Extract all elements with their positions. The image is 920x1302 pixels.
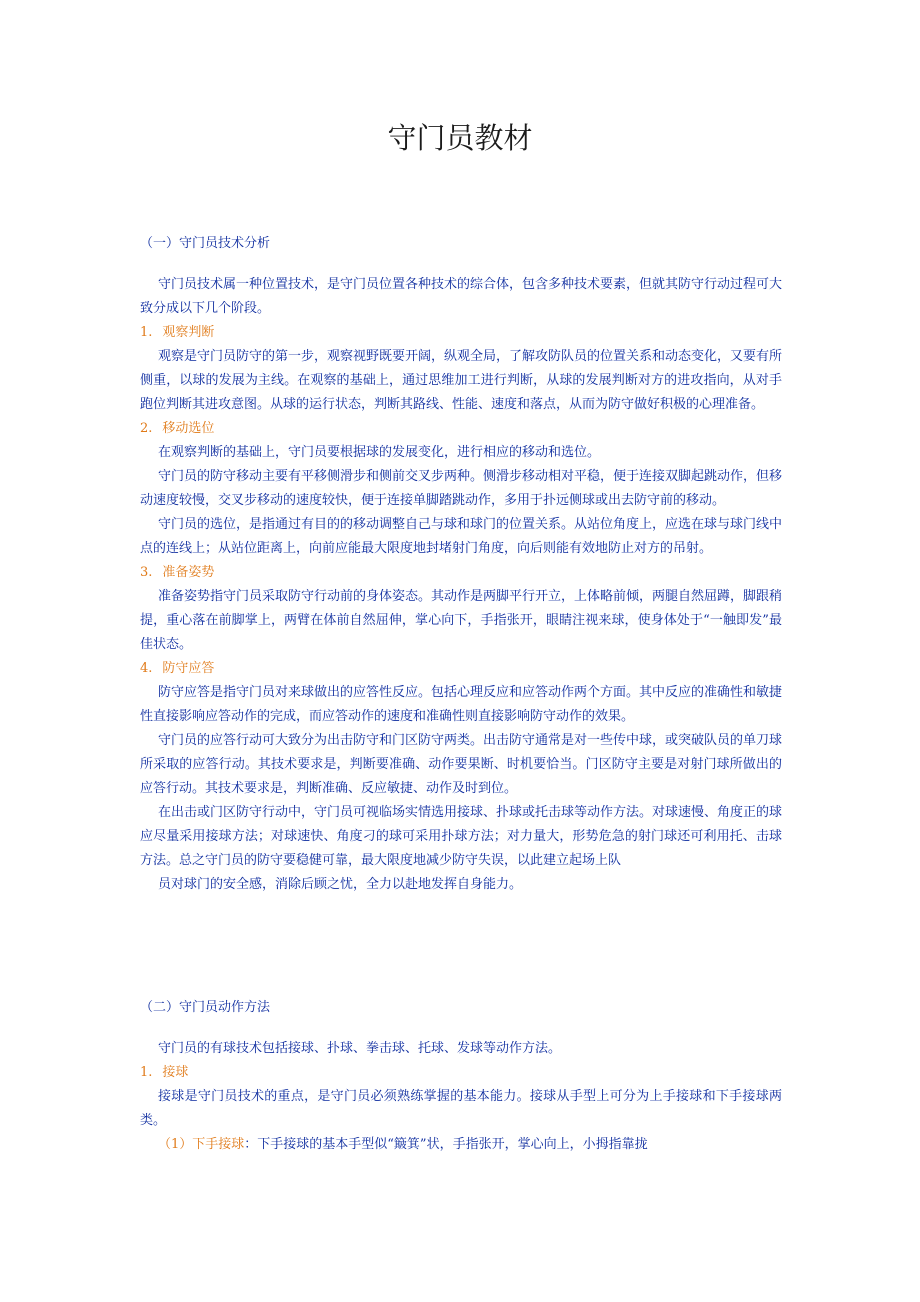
- sub-item-text: ：下手接球的基本手型似“簸箕”状，手指张开，掌心向上，小拇指靠拢: [244, 1137, 648, 1152]
- sub-item-label: （1）下手接球: [158, 1137, 245, 1152]
- item-response-heading: [140, 657, 782, 681]
- section-heading-2: （二）守门员动作方法: [140, 1000, 271, 1015]
- section-1-intro: 守门员技术属一种位置技术，是守门员位置各种技术的综合体，包含多种技术要素，但就其防守行动过程可大致分成以下几个阶段。: [140, 277, 783, 316]
- item-number: 3.: [140, 565, 153, 580]
- item-move-heading: [140, 417, 782, 441]
- paragraph: 防守应答是指守门员对来球做出的应答性反应。包括心理反应和应答动作两个方面。其中反应的准确性和敏捷性直接影响应答动作的完成，而应答动作的速度和准确性则直接影响防守动作的效果。: [140, 685, 783, 724]
- item-label: 防守应答: [162, 661, 215, 676]
- paragraph: 观察是守门员防守的第一步，观察视野既要开阔，纵观全局，了解攻防队员的位置关系和动态变化，又要有所侧重，以球的发展为主线。在观察的基础上，通过思维加工进行判断，从球的发展判断对方的进攻指向，从对手跑位判断其进攻意图。从球的运行状态，判断其路线、性能、速度和落点，从而为防守做好积极的心理准备。: [140, 349, 783, 412]
- paragraph: 员对球门的安全感，消除后顾之忧，全力以赴地发挥自身能力。: [158, 877, 523, 892]
- paragraph: 守门员的选位，是指通过有目的的移动调整自己与球和球门的位置关系。从站位角度上，应选在球与球门线中点的连线上；从站位距离上，向前应能最大限度地封堵射门角度，向后则能有效地防止对方的吊射。: [140, 517, 783, 556]
- paragraph: 在出击或门区防守行动中，守门员可视临场实情选用接球、扑球或托击球等动作方法。对球速慢、角度正的球应尽量采用接球方法；对球速快、角度刁的球可采用扑球方法；对力量大，形势危急的射门球还可利用托、击球方法。总之守门员的防守要稳健可靠，最大限度地减少防守失误，以此建立起场上队: [140, 805, 783, 868]
- section-1-body: [140, 273, 782, 897]
- item-number: 2.: [140, 421, 153, 436]
- paragraph: 守门员的防守移动主要有平移侧滑步和侧前交叉步两种。侧滑步移动相对平稳，便于连接双脚起跳动作，但移动速度较慢，交叉步移动的速度较快，便于连接单脚踏跳动作，多用于扑远侧球或出去防守前的移动。: [140, 469, 783, 508]
- item-number: 1.: [140, 1065, 153, 1080]
- sub-item-paragraph: [140, 1133, 782, 1157]
- paragraph: 在观察判断的基础上，守门员要根据球的发展变化，进行相应的移动和选位。: [158, 445, 601, 460]
- item-label: 准备姿势: [162, 565, 215, 580]
- item-catch-heading: [140, 1061, 782, 1085]
- section-2-body: [140, 1037, 782, 1157]
- item-label: 接球: [162, 1065, 189, 1080]
- item-number: 4.: [140, 661, 153, 676]
- section-2-intro: 守门员的有球技术包括接球、扑球、拳击球、托球、发球等动作方法。: [158, 1041, 562, 1056]
- item-label: 观察判断: [162, 325, 215, 340]
- paragraph: 守门员的应答行动可大致分为出击防守和门区防守两类。出击防守通常是对一些传中球，或突破队员的单刀球所采取的应答行动。其技术要求是，判断要准确、动作要果断、时机要恰当。门区防守主要是对射门球所做出的应答行动。其技术要求是，判断准确、反应敏捷、动作及时到位。: [140, 733, 783, 796]
- item-number: 1.: [140, 325, 153, 340]
- paragraph: 准备姿势指守门员采取防守行动前的身体姿态。其动作是两脚平行开立，上体略前倾，两腿自然屈蹲，脚跟稍提，重心落在前脚掌上，两臂在体前自然屈伸，掌心向下，手指张开，眼睛注视来球，使身体处于“一触即发”最佳状态。: [140, 589, 783, 652]
- item-observe-heading: [140, 321, 782, 345]
- section-heading-1: （一）守门员技术分析: [140, 236, 271, 251]
- item-ready-heading: [140, 561, 782, 585]
- item-label: 移动选位: [162, 421, 215, 436]
- paragraph: 接球是守门员技术的重点，是守门员必须熟练掌握的基本能力。接球从手型上可分为上手接球和下手接球两类。: [140, 1089, 782, 1128]
- document-title: 守门员教材: [387, 121, 533, 155]
